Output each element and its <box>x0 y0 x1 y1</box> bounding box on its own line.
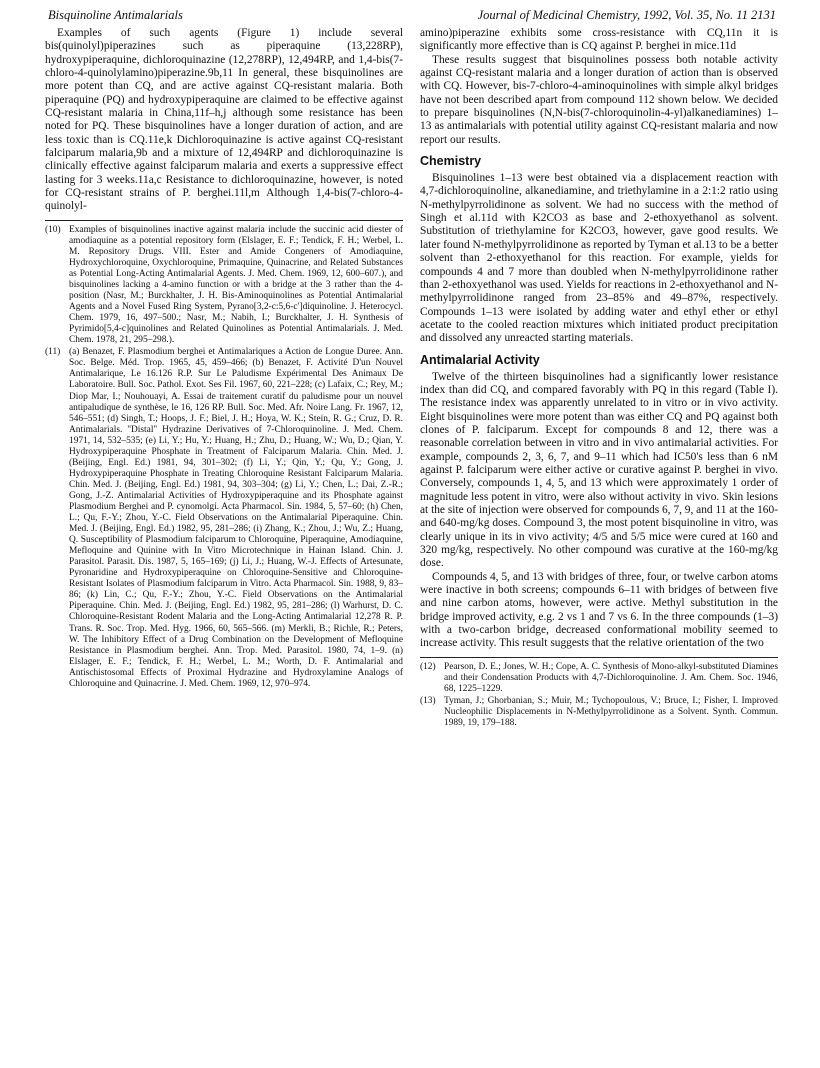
body-paragraph: Twelve of the thirteen bisquinolines had a significantly lower resistance index than did CQ, and compared favorably with PQ in this regard (Table I). The resistance index was apparently unrelated to in vitro or in vivo activity. Eight bisquinolines were more potent than was either CQ and PQ against both clones of P. falciparum. Except for compounds 8 and 12, there was a reasonable correlation between in vitro and in vivo antimalarial activities. For example, compounds 2, 3, 6, 7, and 9–11 which had IC50's less than 6 nM against P. falciparum were either active or curative against P. berghei in vivo. Conversely, compounds 1, 4, 5, and 13 which were approximately 1 order of magnitude less potent in vitro, were also without activity in vivo. Skin lesions at the site of injection were observed for compounds 6, 7, 9, and 11 at the 160- and 640-mg/kg doses. Compound 3, the most potent bisquinoline in vitro, was clearly unique in its in vivo activity; 4/5 and 5/5 mice were cured at 160 and 320 mg/kg, respectively. No other compound was curative at the 160-mg/kg dose. <box>420 370 778 570</box>
footnote-text: Tyman, J.; Ghorbanian, S.; Muir, M.; Tychopoulous, V.; Bruce, I.; Fisher, I. Improved Nucleophilic Displacements in N-Methylpyrrolidinone as a Solvent. Synth. Commun. 1989, 19, 179–188. <box>444 695 778 729</box>
body-paragraph: These results suggest that bisquinolines possess both notable activity against CQ-resistant malaria and a longer duration of action than is observed with CQ. However, bis-7-chloro-4-aminoquinolines with simple alkyl bridges have not been described apart from compound 112 shown below. We decided to prepare bisquinolines (N,N-bis(7-chloroquinolin-4-yl)alkanediamines) 1–13 as antimalarials with potential utility against CQ-resistant malaria and now report our results. <box>420 53 778 146</box>
footnote-number: (12) <box>420 661 436 672</box>
body-paragraph: amino)piperazine exhibits some cross-resistance with CQ,11n it is significantly more effective than is CQ against P. berghei in mice.11d <box>420 27 778 53</box>
footnote-text: Examples of bisquinolines inactive against malaria include the succinic acid diester of amodiaquine as a potential repository form (Elslager, E. F.; Tendick, F. H.; Werbel, L. M. Repository Drugs. VIII. Ester and Amide Congeners of Amodiaquine, Hydroxychloroquine, Oxychloroquine, Primaquine, Quinacrine, and Related Substances as Potential Long-Acting Antimalarial Agents. J. Med. Chem. 1969, 12, 600–607.), and bisquinolines lacking a 4-amino function or with a bridge at the 3 rather than the 4-position (Nasr, M.; Burckhalter, J. H. Bis-Aminoquinolines as Potential Antimalarial Agents and a Novel Fused Ring System, Pyrano[3,2-c:5,6-c′]diquinoline. J. Heterocycl. Chem. 1979, 16, 497–500.; Nasr, M.; Nabih, I.; Burckhalter, J. H. Synthesis of Pyrimido[5,4-c]quinolines and Related Quinolines as Potential Antimalarials. J. Med. Chem. 1978, 21, 295–298.). <box>69 224 403 346</box>
footnote-divider <box>420 657 778 658</box>
footnote <box>420 696 778 729</box>
footnote-text: (a) Benazet, F. Plasmodium berghei et Antimalariques a Action de Longue Duree. Ann. Soc. Belge. Méd. Trop. 1965, 45, 459–466; (b) Benazet, F. Activité D'un Nouvel Antimalarique, Le 16.126 R.P. Sur Le Paludisme Expérimental Des Animaux De Laboratoire. Bull. Soc. Pathol. Exot. Ses Fil. 1967, 60, 221–228; (c) Lafaix, C.; Rey, M.; Diop Mar, I.; Nouhouayi, A. Essai de traitement curatif du paludisme pour un nouvel antipaludique de synthèse, le 16, 126 RP. Bull. Soc. Med. Afr. Noire Lang. Fr. 1967, 12, 546–551; (d) Singh, T.; Hoops, J. F.; Biel, J. H.; Hoya, W. K.; Stein, R. G.; Cruz, D. R. Antimalarials. "Distal" Hydrazine Derivatives of 7-Chloroquinoline. J. Med. Chem. 1971, 14, 532–535; (e) Li, Y.; Hu, Y.; Huang, H.; Zhu, D.; Huang, W.; Wu, D.; Qian, Y. Hydroxypiperaquine Phosphate in Treatment of Falciparum Malaria. Chin. Med. J. (Beijing, Engl. Ed.) 1981, 94, 301–302; (f) Li, Y.; Qin, Y.; Qu, Y.; Gong, J. Hydroxypiperaquine Phosphate in Treating Chloroquine Resistant Falciparum Malaria. Chin. Med. J. (Beijing, Engl. Ed.) 1981, 94, 303–304; (g) Li, Y.; Chen, L.; Dai, Z.-R.; Gong, J.-Z. Antimalarial Activities of Hydroxypiperaquine and its Phosphate against Plasmodium Berghei and P. cynomolgi. Acta Pharmacol. Sin. 1984, 5, 57–60; (h) Chen, L.; Qu, F.-Y.; Zhou, Y.-C. Field Observations on the Antimalarial Piperaquine. Chin. Med. J. (Beijing, Engl. Ed.) 1982, 95, 281–286; (i) Zhang, K.; Zhou, J.; Wu, Z.; Huang, Q. Susceptibility of Plasmodium falciparum to Chloroquine, Piperaquine, Amodiaquine, Mefloquine and Quinine with In Vitro Microtechnique in Hainan Island. Chin. J. Parasitol. Parasit. Dis. 1987, 5, 165–169; (j) Li, J.; Huang, W.-J. Effects of Artesunate, Pyronaridine and Hydroxypiperaquine on Chloroquine-Sensitive and Chloroquine-Resistant Isolates of Plasmodium falciparum in Vitro. Acta Pharmacol. Sin. 1988, 9, 83–86; (k) Lin, C.; Qu, F.-Y.; Zhou, Y.-C. Field Observations on the Antimalarial Piperaquine. Chin. Med. J. (Beijing, Engl. Ed.) 1982, 95, 281–286; (l) Warhurst, D. C. Chloroquine-Resistant Rodent Malaria and the Long-Acting Antimalarial 12,278 R. P. Trans. R. Soc. Trop. Med. Hyg. 1966, 60, 565–566. (m) Merkli, B.; Richle, R.; Peters, W. The Inhibitory Effect of a Drug Combination on the Development of Mefloquine Resistance in Plasmodium berghei. Ann. Trop. Med. Parasitol. 1980, 74, 1–9. (n) Elslager, E. F.; Tendick, F. H.; Werbel, L. M.; Worth, D. F. Antimalarial and Antischistosomal Effects of Proximal Hydrazine and Hydroxylamine Analogs of Chloroquine and Quinacrine. J. Med. Chem. 1969, 12, 970–974. <box>69 347 403 689</box>
running-head-journal: Journal of Medicinal Chemistry, 1992, Vol. 35, No. 11 2131 <box>477 8 776 22</box>
footnote-text: Pearson, D. E.; Jones, W. H.; Cope, A. C. Synthesis of Mono-alkyl-substituted Diamines and their Condensation Products with 4,7-Dichloroquinoline. J. Am. Chem. Soc. 1946, 68, 1225–1229. <box>444 661 778 694</box>
footnotes-left <box>45 225 403 690</box>
body-paragraph: Bisquinolines 1–13 were best obtained via a displacement reaction with 4,7-dichloroquinoline, alkanediamine, and triethylamine in a 2:1:2 ratio using N-methylpyrrolidinone as solvent. We had no success with the method of Singh et al.11d with K2CO3 as base and 2-ethoxyethanol as solvent. Substitution of triethylamine for K2CO3, however, gave good results. We later found N-methylpyrrolidinone as reported by Tyman et al.13 to be a better solvent than 2-ethoxyethanol for this reaction. For example, yields for compounds 4 and 7 more than doubled when N-methylpyrrolidinone rather than 2-ethoxyethanol was used. Yields for reactions in 2-ethoxyethanol and N-methylpyrrolidinone ranged from 23–85% and 49–87%, respectively. Compounds 1–13 were isolated by adding water and ethyl ether or ethyl acetate to the cooled reaction mixtures which initiated product precipitation and dissolved any unreacted starting materials. <box>420 172 779 345</box>
left-column <box>45 27 403 691</box>
footnotes-right <box>420 662 778 729</box>
footnote-divider <box>45 220 403 221</box>
section-heading-antimalarial-activity: Antimalarial Activity <box>420 352 540 367</box>
footnote <box>420 662 778 695</box>
right-column <box>420 27 778 730</box>
footnote-number: (13) <box>420 695 436 706</box>
section-heading-chemistry: Chemistry <box>420 154 482 169</box>
body-paragraph: Examples of such agents (Figure 1) include several bis(quinolyl)piperazines such as piperaquine (13,228RP), hydroxypiperaquine, dichloroquinazine (12,278RP), 12,494RP, and 1,4-bis(7-chloro-4-quinolylamino)piperazine.9b,11 In general, these bisquinolines are more potent than CQ, and are active against CQ-resistant malaria. Both piperaquine (PQ) and hydroxypiperaquine are claimed to be effective against CQ-resistant malaria in China,11f–h,j although some resistance has been noted for PQ. These bisquinolines have a longer duration of action, and are less toxic than is CQ.11e,k Dichloroquinazine is active against CQ-resistant falciparum malaria,9b and a mixture of 12,494RP and dichloroquinazine is clinically effective against falciparum malaria and exerts a suppressive effect lasting for 3 weeks.11a,c Resistance to dichloroquinazine, however, is noted for CQ-resistant strains of P. berghei.11l,m Although 1,4-bis(7-chloro-4-quinolyl- <box>45 27 403 213</box>
running-head-title: Bisquinoline Antimalarials <box>48 8 183 22</box>
footnote <box>45 225 403 347</box>
footnote-number: (10) <box>45 224 61 235</box>
body-paragraph: Compounds 4, 5, and 13 with bridges of three, four, or twelve carbon atoms were inactive in both screens; compounds 6–11 with bridges of between five and nine carbon atoms, however, were active. Methyl substitution in the bridge improved activity, e.g. 2 vs 1 and 7 vs 6. In the three compounds (1–3) with a two-carbon bridge, decreased conformational mobility seemed to increase activity. This result suggests that the relative orientation of the two <box>420 570 778 650</box>
footnote-number: (11) <box>45 347 61 358</box>
footnote <box>45 347 403 689</box>
